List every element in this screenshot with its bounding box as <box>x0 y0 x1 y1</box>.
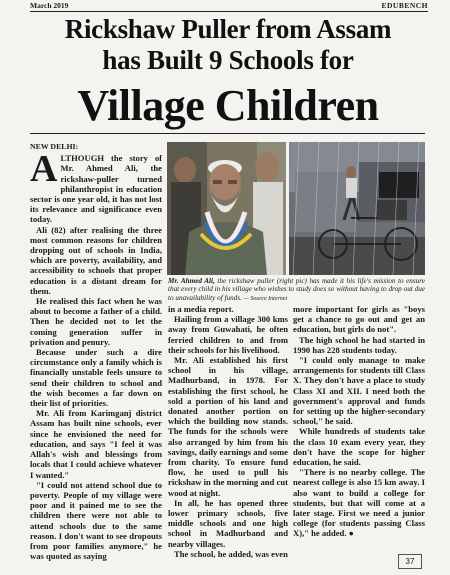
dateline: NEW DELHI: <box>30 142 79 151</box>
portrait-illustration <box>167 142 286 275</box>
paragraph: Hailing from a village 300 kms away from Guwahati, he often ferried children to and from their schools for his livelihood. <box>168 314 288 355</box>
magazine-name: EDUBENCH <box>381 1 428 10</box>
page-header <box>0 0 450 12</box>
first-paragraph <box>30 148 162 225</box>
paragraph: The school, he added, was even <box>174 548 288 559</box>
paragraph: "I could only manage to make arrangements for students till Class X. They don't have a place to study Class XI and XII. I need both the government's approval and funds for setting up the higher-secondary school," he said. <box>293 355 425 427</box>
caption-credit: — Source Internet <box>241 295 288 302</box>
paragraph: more important for girls as "boys get a chance to go out and get an education, but girls do not". <box>293 304 425 335</box>
paragraph: Ali (82) after realising the three most common reasons for children dropping out of schools in India, which are poverty, availability, and accessibility to schools that proper education is a distant dream for them. <box>30 224 162 296</box>
article-column-1 <box>30 142 162 561</box>
paragraph: While hundreds of students take the class 10 exam every year, they don't have the scope for higher education, he said. <box>293 426 425 468</box>
paragraph: The high school he had started in 1990 has 228 students today. <box>293 334 425 355</box>
photo-caption <box>168 277 425 303</box>
paragraph: "I could not attend school due to poverty. People of my village were poor and it pained me to see the children there were not able to attend schools due to the same reason. I don't want to see dropouts from poor families anymore," he was quoted as saying <box>30 479 162 562</box>
issue-date: March 2019 <box>30 1 69 10</box>
page-number: 37 <box>398 554 422 569</box>
caption-text: the rickshaw puller (right pic) has made it his life's mission to ensure that every child in his village who wishes to study does so without having to drop out due to unavailability of funds. <box>168 277 425 302</box>
paragraph: Mr. Ali established his first school in his village, Madhurband, in 1978. For establishing the first school, he sold a portion of his land and donated another portion on which the building now stands. The funds for the schools were also arranged by him from his savings, daily earnings and some from charity. To ensure fund flow, he used to pull his rickshaw in the morning and cut wood at night. <box>168 355 288 498</box>
paragraph: Because under such a dire circumstance only a family which is financially unstable feels unsure to send their children to school and the wish becomes a far down on their list of priorities. <box>30 347 162 409</box>
drop-cap: A <box>30 148 58 191</box>
paragraph: Mr. Ali from Karimganj district Assam has built nine schools, ever since he envisioned the need for education, and says "I feel it was Allah's wish and blessings from locals that I could achieve whatever I wanted." <box>30 408 162 480</box>
article-column-3 <box>293 304 425 539</box>
rickshaw-illustration <box>289 142 425 275</box>
paragraph: "There is no nearby college. The nearest college is also 15 km away. I also want to build a college for students, but that will come at a later stage. First we need a junior college (for students passing Class X)," he added. ● <box>293 467 425 539</box>
rickshaw-photo <box>289 142 425 275</box>
paragraph: In all, he has opened three lower primary schools, five middle schools and one high school in Madhurband and nearby villages. <box>168 497 288 549</box>
portrait-photo <box>167 142 286 275</box>
headline-rule <box>30 133 425 134</box>
headline-line-3: Village Children <box>77 81 379 130</box>
paragraph: He realised this fact when he was about to become a father of a child. Then he decided not to let the coming generation suffer in privation and penury. <box>30 296 162 347</box>
header-rule <box>30 11 428 12</box>
paragraph: LTHOUGH the story of Mr. Ahmed Ali, the rickshaw-puller turned philanthropist in education sector is one year old, it has not lost its relevance and significance even today. <box>30 153 162 225</box>
caption-name: Mr. Ahmed Ali, <box>168 277 215 285</box>
article-column-2 <box>168 304 288 559</box>
headline-line-1: Rickshaw Puller from Assam <box>64 14 392 44</box>
paragraph: in a media report. <box>168 304 234 314</box>
headline-line-2: has Built 9 Schools for <box>102 45 354 75</box>
